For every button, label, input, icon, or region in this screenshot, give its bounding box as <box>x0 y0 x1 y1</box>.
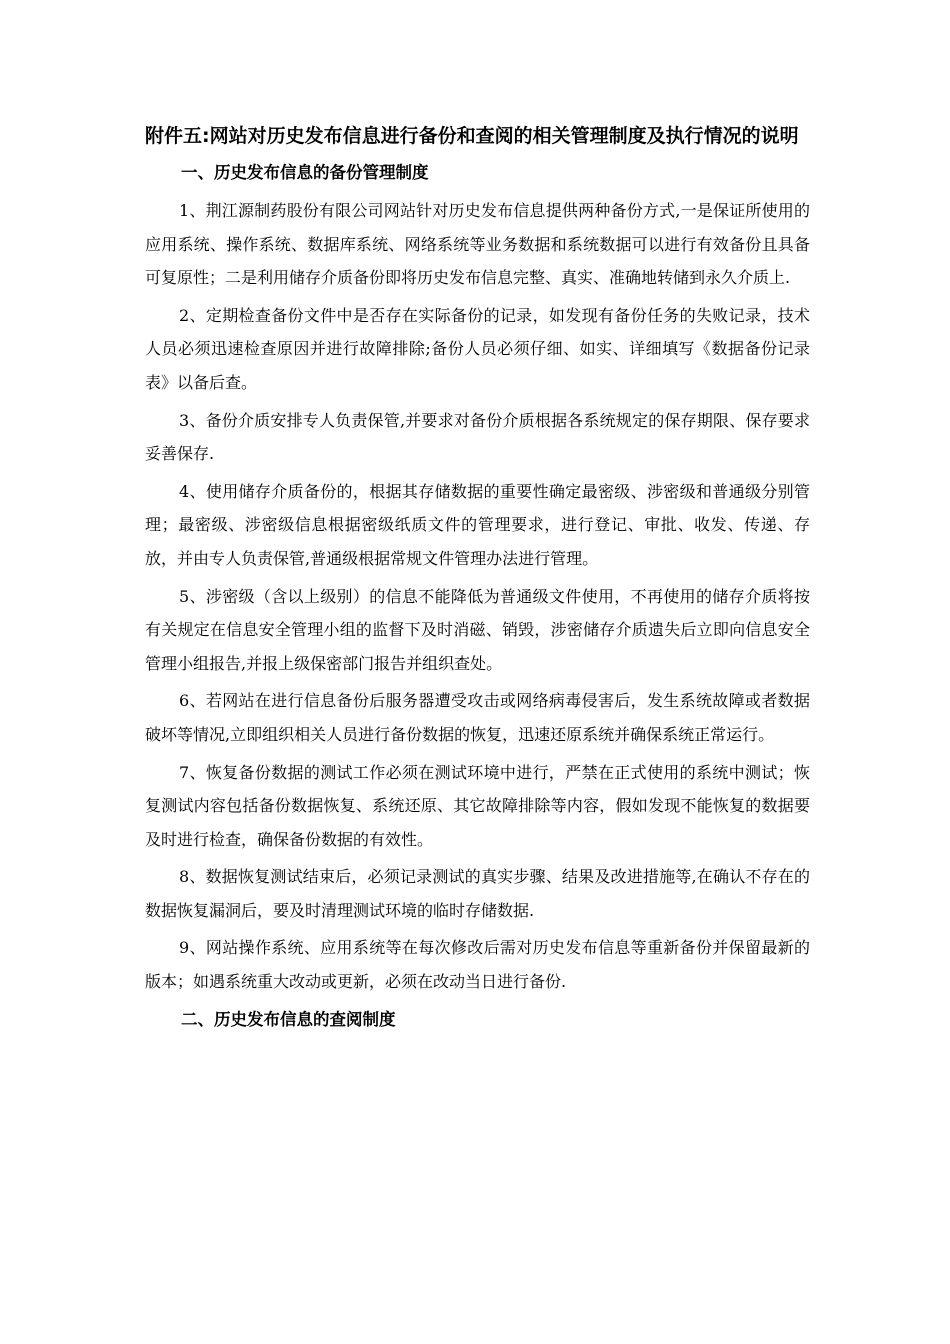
paragraph-7: 7、恢复备份数据的测试工作必须在测试环境中进行，严禁在正式使用的系统中测试；恢复测试内容包括备份数据恢复、系统还原、其它故障排除等内容，假如发现不能恢复的数据要及时进行检查，确保备份数据的有效性。 <box>145 762 810 849</box>
paragraph-5: 5、涉密级（含以上级别）的信息不能降低为普通级文件使用，不再使用的储存介质将按有关规定在信息安全管理小组的监督下及时消磁、销毁，涉密储存介质遗失后立即向信息安全管理小组报告,并报上级保密部门报告并组织查处。 <box>145 586 810 673</box>
paragraph-1: 1、荆江源制药股份有限公司网站针对历史发布信息提供两种备份方式,一是保证所使用的应用系统、操作系统、数据库系统、网络系统等业务数据和系统数据可以进行有效备份且具备可复原性；二是利用储存介质备份即将历史发布信息完整、真实、准确地转储到永久介质上. <box>145 201 810 288</box>
paragraph-6: 6、若网站在进行信息备份后服务器遭受攻击或网络病毒侵害后，发生系统故障或者数据破坏等情况,立即组织相关人员进行备份数据的恢复，迅速还原系统并确保系统正常运行。 <box>145 691 810 744</box>
paragraph-3: 3、备份介质安排专人负责保管,并要求对备份介质根据各系统规定的保存期限、保存要求妥善保存. <box>145 410 810 464</box>
section-heading-consult: 二、历史发布信息的查阅制度 <box>181 1009 396 1029</box>
paragraph-2: 2、定期检查备份文件中是否存在实际备份的记录，如发现有备份任务的失败记录，技术人员必须迅速检查原因并进行故障排除;备份人员必须仔细、如实、详细填写《数据备份记录表》以备后查。 <box>145 305 810 392</box>
document-title: 附件五:网站对历史发布信息进行备份和查阅的相关管理制度及执行情况的说明 <box>145 125 799 147</box>
paragraph-4: 4、使用储存介质备份的，根据其存储数据的重要性确定最密级、涉密级和普通级分别管理；最密级、涉密级信息根据密级纸质文件的管理要求，进行登记、审批、收发、传递、存放，并由专人负责保管,普通级根据常规文件管理办法进行管理。 <box>145 481 810 568</box>
paragraph-9: 9、网站操作系统、应用系统等在每次修改后需对历史发布信息等重新备份并保留最新的版本；如遇系统重大改动或更新，必须在改动当日进行备份. <box>145 938 810 992</box>
paragraph-8: 8、数据恢复测试结束后，必须记录测试的真实步骤、结果及改进措施等,在确认不存在的数据恢复漏洞后，要及时清理测试环境的临时存储数据. <box>145 867 810 920</box>
section-heading-backup: 一、历史发布信息的备份管理制度 <box>181 163 429 182</box>
